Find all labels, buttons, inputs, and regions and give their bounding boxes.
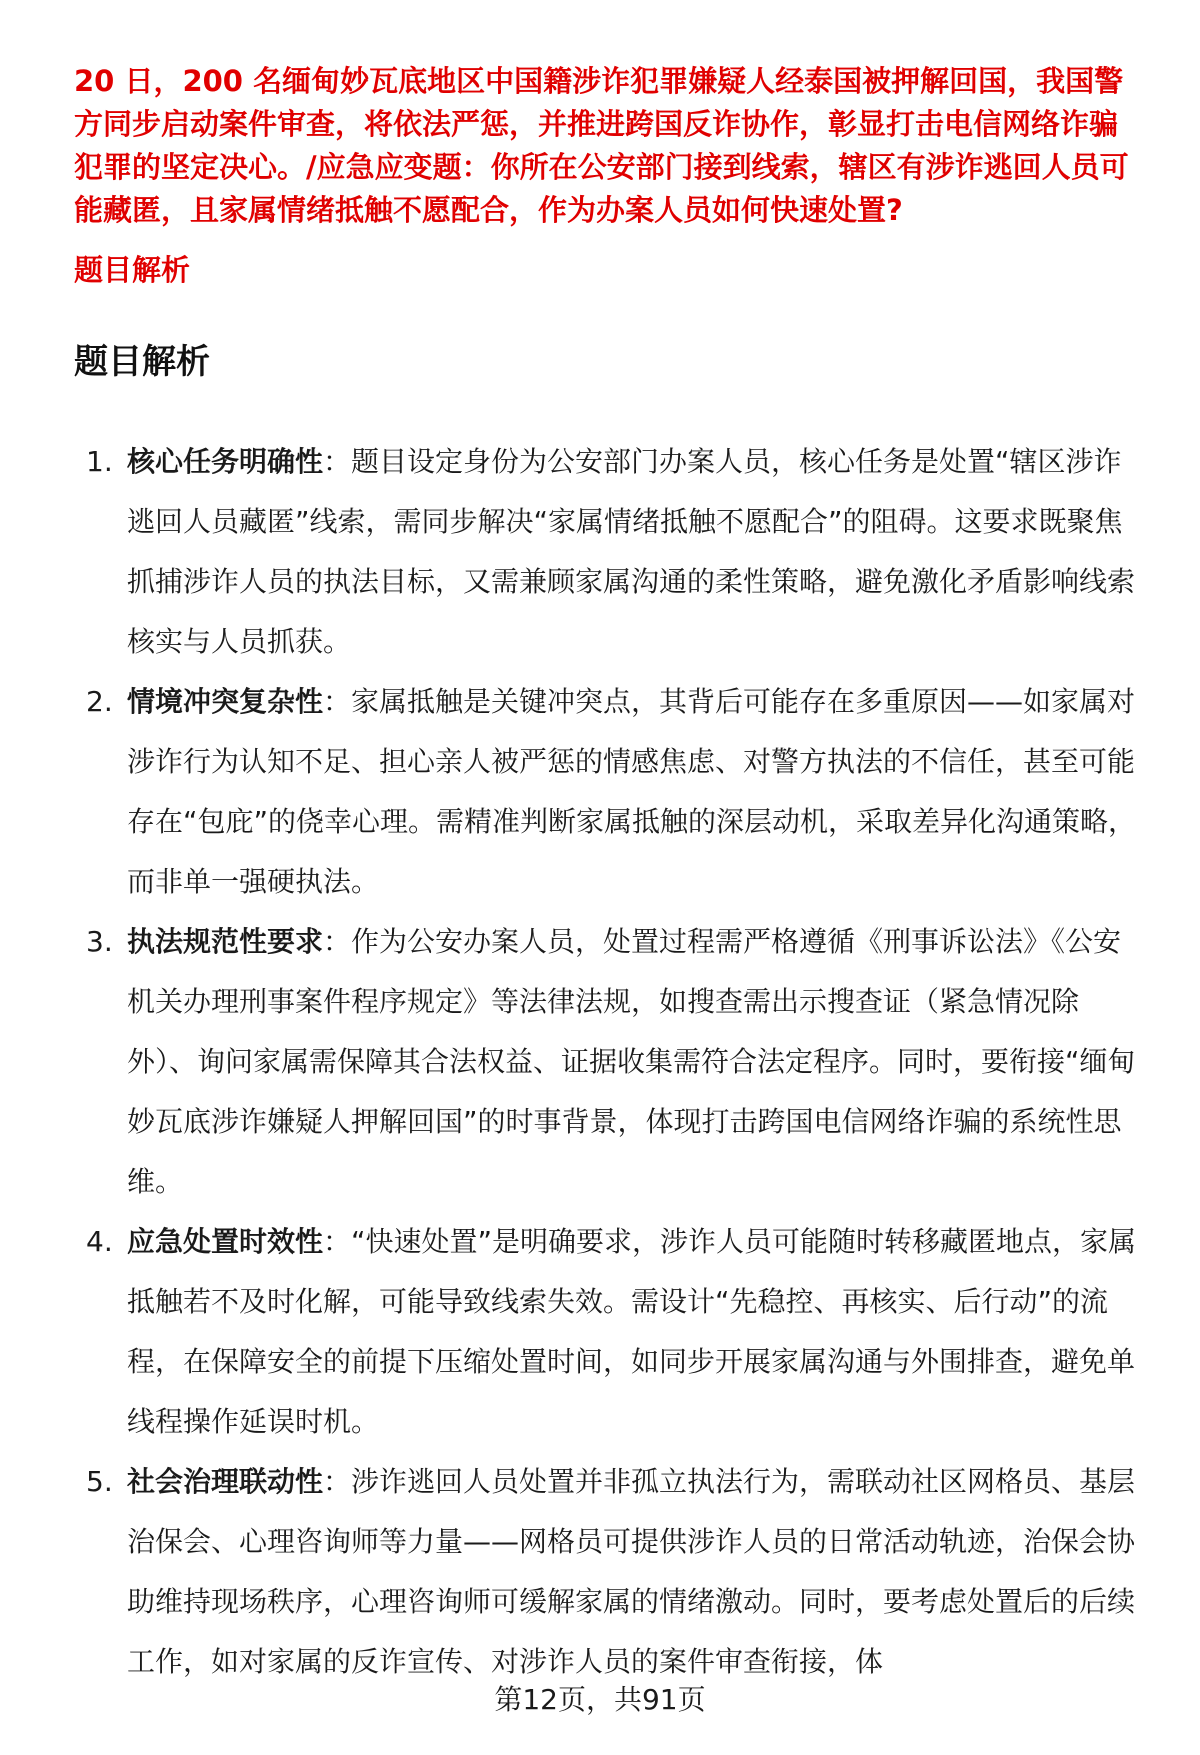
- list-item-body: ：家属抵触是关键冲突点，其背后可能存在多重原因——如家属对涉诈行为认知不足、担心亲人被严惩的情感焦虑、对警方执法的不信任，甚至可能存在“包庇”的侥幸心理。需精准判断家属抵触的深层动机，采取差异化沟通策略，而非单一强硬执法。: [127, 685, 1137, 898]
- list-item: [0, 1452, 1200, 1692]
- section-heading: 题目解析: [74, 342, 210, 382]
- list-item-title: 应急处置时效性: [127, 1225, 324, 1258]
- list-item-title: 核心任务明确性: [127, 445, 324, 478]
- list-item-number: 5.: [86, 1465, 113, 1498]
- list-item-body: ：涉诈逃回人员处置并非孤立执法行为，需联动社区网格员、基层治保会、心理咨询师等力量——网格员可提供涉诈人员的日常活动轨迹，治保会协助维持现场秩序，心理咨询师可缓解家属的情绪激动。同时，要考虑处置后的后续工作，如对家属的反诈宣传、对涉诈人员的案件审查衔接，体: [127, 1465, 1136, 1678]
- analysis-list: [0, 432, 1200, 1692]
- list-item-body: ：题目设定身份为公安部门办案人员，核心任务是处置“辖区涉诈逃回人员藏匿”线索，需同步解决“家属情绪抵触不愿配合”的阻碍。这要求既聚焦抓捕涉诈人员的执法目标，又需兼顾家属沟通的柔性策略，避免激化矛盾影响线索核实与人员抓获。: [127, 445, 1136, 658]
- list-item-number: 2.: [86, 685, 113, 718]
- list-item: [0, 432, 1200, 672]
- list-item-number: 1.: [86, 445, 113, 478]
- list-item: [0, 912, 1200, 1212]
- list-item-number: 3.: [86, 925, 113, 958]
- list-item-number: 4.: [86, 1225, 113, 1258]
- page-number: 第12页，共91页: [494, 1683, 706, 1716]
- list-item-title: 社会治理联动性: [127, 1465, 324, 1498]
- list-item-body: ：“快速处置”是明确要求，涉诈人员可能随时转移藏匿地点，家属抵触若不及时化解，可能导致线索失效。需设计“先稳控、再核实、后行动”的流程，在保障安全的前提下压缩处置时间，如同步开展家属沟通与外围排查，避免单线程操作延误时机。: [127, 1225, 1137, 1438]
- question-text: 20 日，200 名缅甸妙瓦底地区中国籍涉诈犯罪嫌疑人经泰国被押解回国，我国警方同步启动案件审查，将依法严惩，并推进跨国反诈协作，彰显打击电信网络诈骗犯罪的坚定决心。/应急应变题：你所在公安部门接到线索，辖区有涉诈逃回人员可能藏匿，且家属情绪抵触不愿配合，作为办案人员如何快速处置?: [74, 64, 1129, 227]
- list-item: [0, 1212, 1200, 1452]
- list-item-title: 情境冲突复杂性: [127, 685, 324, 718]
- list-item-title: 执法规范性要求: [127, 925, 324, 958]
- list-item: [0, 672, 1200, 912]
- list-item-body: ：作为公安办案人员，处置过程需严格遵循《刑事诉讼法》《公安机关办理刑事案件程序规定》等法律法规，如搜查需出示搜查证（紧急情况除外）、询问家属需保障其合法权益、证据收集需符合法定程序。同时，要衔接“缅甸妙瓦底涉诈嫌疑人押解回国”的时事背景，体现打击跨国电信网络诈骗的系统性思维。: [127, 925, 1136, 1198]
- analysis-subtitle: 题目解析: [74, 253, 191, 287]
